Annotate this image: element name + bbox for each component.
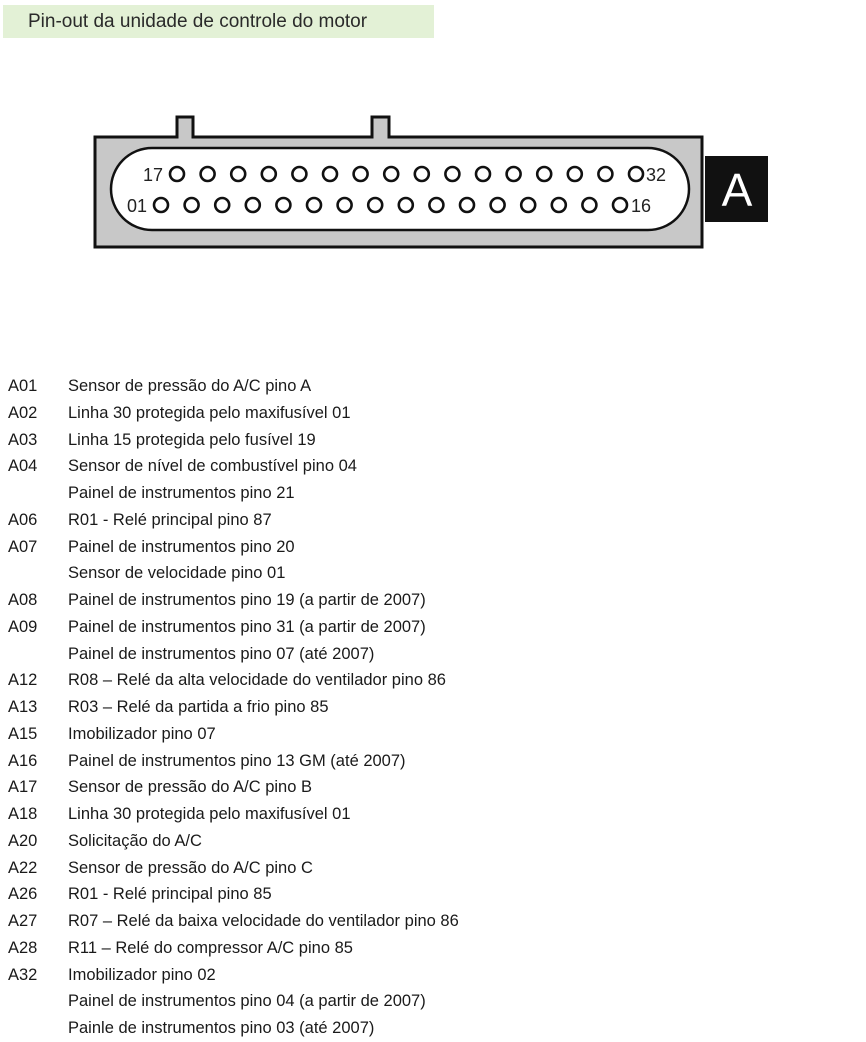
pin-31 <box>598 167 612 181</box>
pin-description: Painel de instrumentos pino 13 GM (até 2007) <box>68 751 406 770</box>
pin-code: A16 <box>8 751 38 770</box>
pin-row <box>0 1015 866 1042</box>
pin-description: Linha 30 protegida pelo maxifusível 01 <box>68 805 351 823</box>
pin-description: Painel de instrumentos pino 04 (a partir de 2007) <box>68 992 426 1011</box>
pin-code: A01 <box>8 377 38 395</box>
pin-row <box>0 748 866 775</box>
pin-23 <box>354 167 368 181</box>
pin-code: A02 <box>8 403 38 422</box>
pin-24 <box>384 167 398 181</box>
pin-27 <box>476 167 490 181</box>
pin-03 <box>215 198 229 212</box>
pin-code: A09 <box>8 617 38 636</box>
pin-17 <box>170 167 184 181</box>
pin-row <box>0 480 866 507</box>
pin-09 <box>399 198 413 212</box>
pin-28 <box>507 167 521 181</box>
pin-description: Sensor de pressão do A/C pino B <box>68 778 312 797</box>
pin-code: A18 <box>8 805 38 823</box>
pin-description: Linha 30 protegida pelo maxifusível 01 <box>68 403 351 422</box>
pin-description: R01 - Relé principal pino 87 <box>68 510 272 529</box>
pin-description: Solicitação do A/C <box>68 831 202 850</box>
pin-row <box>0 908 866 935</box>
pin-05 <box>276 198 290 212</box>
page-title: Pin-out da unidade de controle do motor <box>3 5 434 38</box>
pin-row <box>0 560 866 587</box>
pin-description: Sensor de pressão do A/C pino A <box>68 377 312 395</box>
pin-row <box>0 614 866 641</box>
pin-description: R11 – Relé do compressor A/C pino 85 <box>68 938 353 957</box>
pin-29 <box>537 167 551 181</box>
connector-diagram <box>0 0 866 300</box>
pin-row <box>0 667 866 694</box>
pin-description: Sensor de nível de combustível pino 04 <box>68 457 357 476</box>
pin-description: R07 – Relé da baixa velocidade do ventilador pino 86 <box>68 912 459 930</box>
pin-row <box>0 534 866 561</box>
pin-code: A07 <box>8 537 38 556</box>
connector-face <box>111 148 689 230</box>
pin-code: A27 <box>8 912 38 930</box>
pin-description: Imobilizador pino 02 <box>68 965 216 984</box>
pin-11 <box>460 198 474 212</box>
pin-row <box>0 694 866 721</box>
pin-row <box>0 427 866 454</box>
pin-code: A12 <box>8 671 38 690</box>
pin-19 <box>231 167 245 181</box>
pin-row <box>0 373 866 400</box>
pin-code: A08 <box>8 591 38 609</box>
pin-description: R01 - Relé principal pino 85 <box>68 885 272 904</box>
pin-list <box>0 373 866 1042</box>
pin-22 <box>323 167 337 181</box>
pin-description: Painel de instrumentos pino 31 (a partir de 2007) <box>68 617 426 636</box>
pin-18 <box>201 167 215 181</box>
pin-row <box>0 801 866 828</box>
pin-code: A26 <box>8 885 38 904</box>
pin-code: A06 <box>8 510 38 529</box>
pin-description: Sensor de velocidade pino 01 <box>68 564 286 583</box>
pin-row <box>0 507 866 534</box>
pin-row <box>0 855 866 882</box>
pin-32 <box>629 167 643 181</box>
pin-row <box>0 828 866 855</box>
pin-row <box>0 935 866 962</box>
pin-label-16: 16 <box>631 196 652 216</box>
pin-label-01: 01 <box>127 196 148 216</box>
pin-15 <box>582 198 596 212</box>
pin-description: R08 – Relé da alta velocidade do ventilador pino 86 <box>68 671 446 690</box>
pin-description: Linha 15 protegida pelo fusível 19 <box>68 430 316 449</box>
pin-12 <box>491 198 505 212</box>
pin-08 <box>368 198 382 212</box>
pin-04 <box>246 198 260 212</box>
pin-description: Painle de instrumentos pino 03 (até 2007) <box>68 1019 375 1037</box>
pin-description: Painel de instrumentos pino 21 <box>68 484 295 502</box>
pin-row <box>0 641 866 668</box>
pin-code: A28 <box>8 938 38 957</box>
pin-row <box>0 962 866 989</box>
pin-description: R03 – Relé da partida a frio pino 85 <box>68 698 329 716</box>
pin-code: A17 <box>8 778 38 797</box>
pin-02 <box>185 198 199 212</box>
pin-label-32: 32 <box>646 165 667 185</box>
pin-row <box>0 587 866 614</box>
pin-row <box>0 721 866 748</box>
pin-row <box>0 988 866 1015</box>
pin-code: A03 <box>8 430 38 449</box>
pin-10 <box>429 198 443 212</box>
pin-description: Sensor de pressão do A/C pino C <box>68 858 313 877</box>
pin-code: A15 <box>8 724 38 743</box>
pin-description: Painel de instrumentos pino 20 <box>68 537 295 556</box>
pin-row <box>0 453 866 480</box>
pin-description: Painel de instrumentos pino 19 (a partir de 2007) <box>68 591 426 609</box>
pin-description: Painel de instrumentos pino 07 (até 2007) <box>68 644 375 663</box>
pin-code: A04 <box>8 457 38 476</box>
pin-label-17: 17 <box>143 165 164 185</box>
pin-row <box>0 400 866 427</box>
pin-code: A32 <box>8 965 38 984</box>
pin-30 <box>568 167 582 181</box>
pin-16 <box>613 198 627 212</box>
pin-description: Imobilizador pino 07 <box>68 724 216 743</box>
pin-14 <box>552 198 566 212</box>
pin-21 <box>292 167 306 181</box>
pin-25 <box>415 167 429 181</box>
pin-code: A13 <box>8 698 38 716</box>
pin-code: A22 <box>8 858 38 877</box>
pin-row <box>0 881 866 908</box>
pin-20 <box>262 167 276 181</box>
pin-row <box>0 774 866 801</box>
pin-01 <box>154 198 168 212</box>
pin-07 <box>338 198 352 212</box>
pin-26 <box>445 167 459 181</box>
pin-code: A20 <box>8 831 38 850</box>
pin-06 <box>307 198 321 212</box>
connector-letter: A <box>721 164 753 216</box>
pin-13 <box>521 198 535 212</box>
